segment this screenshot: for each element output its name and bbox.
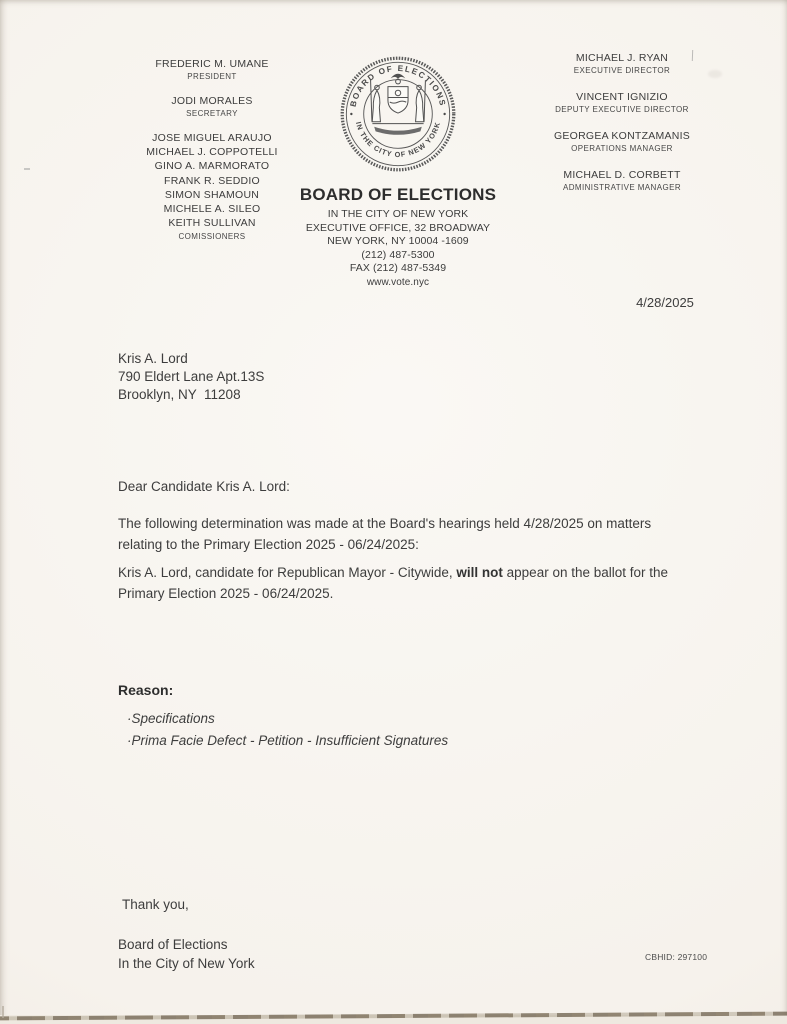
org-phone: (212) 487-5300 [361, 248, 435, 261]
commissioner-name: MICHELE A. SILEO [163, 203, 261, 216]
result-will-not: will not [456, 565, 503, 580]
org-address-line: NEW YORK, NY 10004 -1609 [327, 235, 469, 248]
letterhead-center [283, 50, 513, 290]
commissioner-name: GINO A. MARMORATO [154, 160, 270, 173]
eagle-icon [391, 74, 406, 79]
official-block [522, 168, 722, 194]
reason-list [127, 708, 448, 751]
commissioner-name: MICHAEL J. COPPOTELLI [146, 146, 278, 159]
excelsior-ribbon-icon [374, 127, 422, 135]
commissioners-label: COMISSIONERS [178, 232, 246, 242]
result-text-pre: Kris A. Lord, candidate for Republican Mayor - Citywide, [118, 565, 457, 580]
official-title: EXECUTIVE DIRECTOR [573, 66, 671, 75]
official-title: SECRETARY [186, 109, 238, 118]
reason-item: ·Prima Facie Defect - Petition - Insufficient Signatures [127, 732, 449, 748]
liberty-figure-icon [371, 80, 381, 122]
seal-right-dot [443, 113, 445, 115]
official-block [112, 94, 312, 120]
seal-top-text: BOARD OF ELECTIONS [348, 63, 448, 108]
commissioner-name: FRANK R. SEDDIO [164, 174, 260, 187]
org-fax: FAX (212) 487-5349 [349, 262, 447, 275]
scan-corner-artifact [2, 1006, 4, 1018]
paragraph-line [118, 562, 678, 583]
recipient-city: Brooklyn, NY 11208 [118, 387, 241, 402]
official-name: VINCENT IGNIZIO [576, 91, 668, 103]
official-title: OPERATIONS MANAGER [571, 144, 673, 153]
official-block [522, 129, 722, 155]
letterhead-left-column [112, 57, 312, 243]
recipient-street: 790 Eldert Lane Apt.13S [118, 369, 265, 384]
closing-thanks: Thank you, [122, 897, 189, 912]
commissioner-name: SIMON SHAMOUN [164, 188, 260, 201]
official-block [522, 90, 722, 116]
recipient-address-block [118, 350, 264, 404]
seal-left-dot [350, 113, 352, 115]
salutation: Dear Candidate Kris A. Lord: [118, 479, 290, 494]
official-name: JODI MORALES [171, 95, 253, 107]
commissioner-name: JOSE MIGUEL ARAUJO [152, 132, 272, 144]
paragraph-line: Primary Election 2025 - 06/24/2025. [118, 586, 334, 601]
recipient-name: Kris A. Lord [118, 351, 188, 366]
reason-heading: Reason: [118, 682, 174, 698]
nyc-boe-seal-icon [334, 50, 462, 178]
official-block [112, 57, 312, 83]
commissioners-list [112, 131, 312, 243]
paragraph-line: The following determination was made at the Board's hearings held 4/28/2025 on matters [118, 516, 652, 531]
org-address-block [283, 208, 513, 290]
determination-paragraph [118, 513, 678, 555]
official-name: MICHAEL D. CORBETT [563, 169, 681, 181]
scan-smudge-artifact [708, 70, 722, 78]
ballot-result-paragraph [118, 562, 678, 604]
official-name: GEORGEA KONTZAMANIS [553, 130, 691, 142]
official-title: ADMINISTRATIVE MANAGER [563, 183, 681, 192]
justice-figure-icon [416, 80, 426, 122]
org-address-line: IN THE CITY OF NEW YORK [327, 208, 469, 220]
paragraph-line: relating to the Primary Election 2025 - 06/24/2025: [118, 537, 419, 552]
signature-org-line: In the City of New York [118, 955, 255, 971]
org-title: BOARD OF ELECTIONS [299, 185, 497, 204]
signature-org-line: Board of Elections [118, 937, 228, 952]
org-website: www.vote.nyc [366, 276, 430, 288]
commissioner-name: KEITH SULLIVAN [168, 217, 256, 230]
official-name: FREDERIC M. UMANE [155, 58, 269, 70]
letterhead-right-column [522, 51, 722, 207]
official-title: PRESIDENT [187, 72, 237, 81]
signature-block [118, 936, 255, 973]
official-title: DEPUTY EXECUTIVE DIRECTOR [555, 105, 689, 114]
org-address-line: EXECUTIVE OFFICE, 32 BROADWAY [305, 221, 491, 234]
result-text-post: appear on the ballot for the [502, 565, 669, 580]
reason-item: ·Specifications [127, 711, 215, 726]
ny-coat-of-arms-icon [371, 74, 426, 135]
seal-bottom-text: IN THE CITY OF NEW YORK [353, 120, 443, 159]
letter-date: 4/28/2025 [636, 295, 694, 310]
svg-text:IN THE CITY OF NEW YORK [354, 121, 442, 159]
official-name: MICHAEL J. RYAN [575, 52, 669, 64]
scan-dash-artifact [24, 168, 30, 170]
footer-reference-code: CBHID: 297100 [645, 952, 708, 962]
